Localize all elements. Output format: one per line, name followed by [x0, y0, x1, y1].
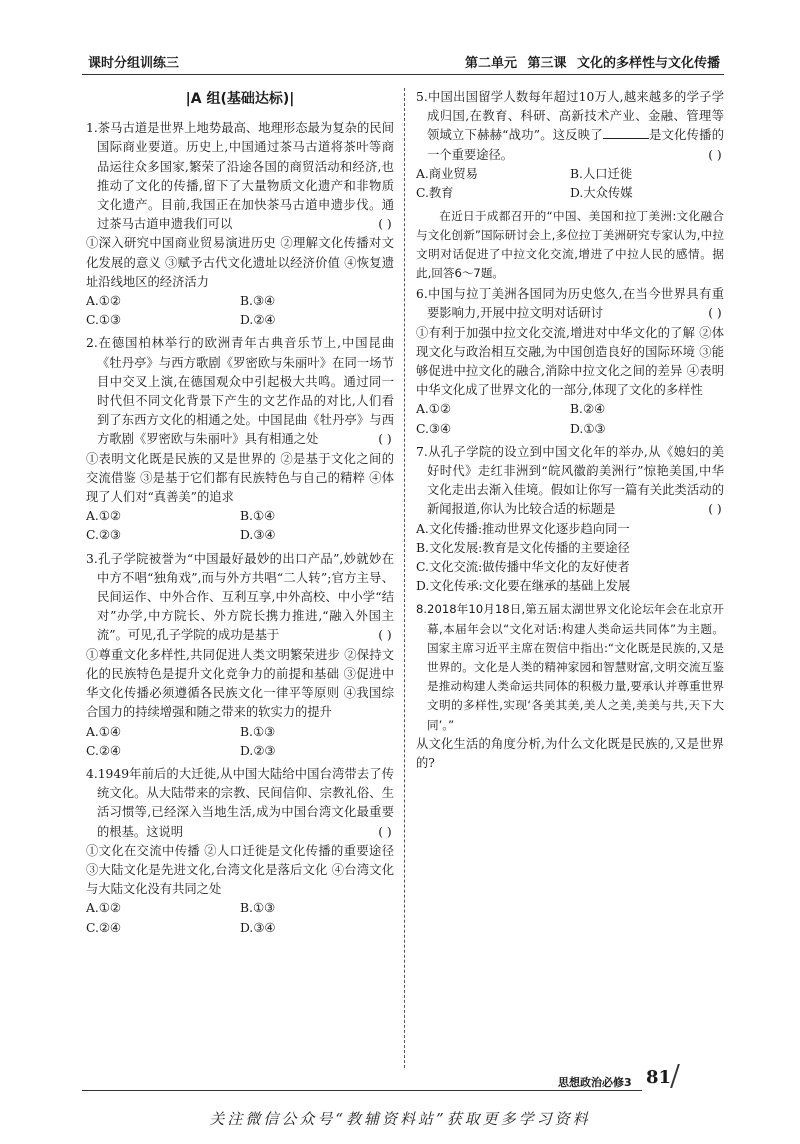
- option-c: C.①③: [86, 313, 121, 328]
- option-b: B.文化发展:教育是文化传播的主要途径: [416, 540, 630, 555]
- option-a: A.商业贸易: [416, 166, 478, 181]
- option-a: A.文化传播:推动世界文化逐步趋向同一: [416, 521, 630, 536]
- option-c: C.②④: [86, 920, 121, 935]
- question-8: [416, 600, 724, 773]
- option-a: A.①②: [86, 509, 121, 524]
- answer-paren: ( ): [378, 824, 392, 839]
- question-6: [416, 285, 724, 439]
- question-2: [86, 334, 394, 545]
- option-d: D.③④: [240, 528, 276, 543]
- question-stem: 7.从孔子学院的设立到中国文化年的举办,从《媳妇的美好时代》走红非洲到“皖风徽韵美洲行”惊艳美国,中华文化走出去渐入佳境。假如让你写一篇有关此类活动的新闻报道,你认为比较合适的标题是: [416, 444, 724, 517]
- question-stem: 5.中国出国留学人数每年超过10万人,越来越多的学子学成归国,在教育、科研、高新技术产业、金融、管理等领域立下赫赫“战功”。这反映了: [416, 90, 724, 143]
- bottom-watermark-note: 关注微信公众号“教辅资料站”获取更多学习资料: [209, 1110, 591, 1128]
- question-statements: ①表明文化既是民族的又是世界的 ②是基于文化之间的交流借鉴 ③是基于它们都有民族特色与自己的精粹 ④体现了人们对“真善美”的追求: [86, 451, 394, 505]
- question-stem: 6.中国与拉丁美洲各国同为历史悠久,在当今世界具有重要影响力,开展中拉文明对话研讨: [416, 287, 724, 321]
- question-statements: ①尊重文化多样性,共同促进人类文明繁荣进步 ②保持文化的民族特色是提升文化竞争力的前提和基础 ③促进中华文化传播必须遵循各民族文化一律平等原则 ④我国综合国力的持续增强和随之带来的软实力的提升: [86, 647, 394, 720]
- answer-paren: ( ): [708, 502, 722, 517]
- header-left-title: 课时分组训练三: [88, 56, 180, 71]
- question-stem: 1.茶马古道是世界上地势最高、地理形态最为复杂的民间国际商业要道。历史上,中国通过茶马古道将茶叶等商品运往众多国家,繁荣了沿途各国的商贸活动和经济,也推动了文化的传播,留下了大量物质文化遗产和非物质文化遗产。目前,我国正在加快茶马古道申遗步伐。通过茶马古道申遗我们可以: [86, 121, 394, 232]
- option-a: A.①②: [416, 402, 451, 417]
- option-a: A.①②: [86, 901, 121, 916]
- page-number: 81: [646, 1067, 672, 1088]
- question-4: [86, 765, 394, 938]
- option-d: D.②③: [240, 743, 276, 758]
- option-b: B.①③: [240, 901, 275, 916]
- answer-paren: ( ): [708, 147, 722, 162]
- group-title: |A 组(基础达标)|: [185, 91, 295, 107]
- option-d: D.大众传媒: [570, 186, 633, 201]
- header-rule: [82, 74, 724, 75]
- question-stem: 8.2018年10月18日,第五届太湖世界文化论坛年会在北京开幕,本届年会以“文化对话:构建人类命运共同体”为主题。国家主席习近平主席在贺信中指出:“文化既是民族的,又是世界的。文化是人类的精神家园和智慧财富,文明交流互鉴是推动构建人类命运共同体的积极力量,要承认并尊重世界文明的多样性,实现‘各美其美,美人之美,美美与共,天下大同’。”: [416, 602, 724, 732]
- question-statements: ①有利于加强中拉文化交流,增进对中华文化的了解 ②体现文化与政治相互交融,为中国创造良好的国际环境 ③能够促进中拉文化的融合,消除中拉文化之间的差异 ④表明中华文化成了世界文化的一部分,体现了文化的多样性: [416, 325, 724, 398]
- option-c: C.教育: [416, 186, 454, 201]
- option-d: D.③④: [240, 920, 276, 935]
- question-stem: 2.在德国柏林举行的欧洲青年古典音乐节上,中国昆曲《牡丹亭》与西方歌剧《罗密欧与朱丽叶》在同一场节目中交叉上演,在德国观众中引起极大共鸣。通过同一时代但不同文化背景下产生的文艺作品的对比,人们看到了东西方文化的相通之处。中国昆曲《牡丹亭》与西方歌剧《罗密欧与朱丽叶》具有相通之处: [86, 336, 394, 447]
- question-7: [416, 443, 724, 597]
- right-column: [416, 88, 724, 777]
- answer-paren: ( ): [378, 628, 392, 643]
- option-b: B.①③: [240, 724, 275, 739]
- option-a: A.①②: [86, 294, 121, 309]
- column-divider: [404, 88, 405, 1068]
- question-stem: 3.孔子学院被誉为“中国最好最妙的出口产品”,妙就妙在中方不唱“独角戏”,而与外方共唱“二人转”;官方主导、民间运作、中外合作、互利互享,中外高校、中小学“结对”办学,中方院长、外方院长携力推进,“融入外国主流”。可见,孔子学院的成功是基于: [86, 551, 394, 643]
- option-a: A.①④: [86, 724, 121, 739]
- question-stem-end: 是文化传播的一个重要途径。: [427, 128, 724, 162]
- option-d: D.②④: [240, 313, 276, 328]
- footer-rule: [82, 1090, 642, 1091]
- question-3: [86, 550, 394, 761]
- footer-subject: 思想政治必修3: [558, 1076, 632, 1089]
- footer-slash: [670, 1064, 680, 1088]
- option-b: B.③④: [240, 294, 275, 309]
- header-right-title: 第二单元 第三课 文化的多样性与文化传播: [464, 56, 720, 71]
- option-c: C.②④: [86, 743, 121, 758]
- option-d: D.文化传承:文化要在继承的基础上发展: [416, 579, 631, 594]
- answer-paren: ( ): [378, 217, 392, 232]
- left-column: [86, 88, 394, 942]
- reading-material: 在近日于成都召开的“中国、美国和拉丁美洲:文化融合与文化创新”国际研讨会上,多位拉丁美洲研究专家认为,中拉文明对话促进了中拉文化交流,增进了中拉人民的感情。据此,回答6～7题。: [416, 209, 724, 281]
- option-b: B.①④: [240, 509, 275, 524]
- question-5: [416, 88, 724, 203]
- option-c: C.③④: [416, 421, 451, 436]
- answer-paren: ( ): [378, 432, 392, 447]
- option-c: C.文化交流:做传播中华文化的友好使者: [416, 560, 630, 575]
- option-d: D.①③: [570, 421, 606, 436]
- fill-blank[interactable]: [603, 126, 649, 139]
- question-statements: ①深入研究中国商业贸易演进历史 ②理解文化传播对文化发展的意义 ③赋予古代文化遗址以经济价值 ④恢复遗址沿线地区的经济活力: [86, 236, 394, 289]
- option-b: B.②④: [570, 402, 605, 417]
- answer-paren: ( ): [708, 306, 722, 321]
- option-b: B.人口迁徙: [570, 166, 633, 181]
- question-1: [86, 119, 394, 330]
- question-stem: 4.1949年前后的大迁徙,从中国大陆给中国台湾带去了传统文化。从大陆带来的宗教、民间信仰、宗教礼俗、生活习惯等,已经深入当地生活,成为中国台湾文化最重要的根基。这说明: [86, 766, 394, 839]
- option-c: C.②③: [86, 528, 121, 543]
- question-prompt: 从文化生活的角度分析,为什么文化既是民族的,又是世界的?: [416, 736, 724, 771]
- question-statements: ①文化在交流中传播 ②人口迁徙是文化传播的重要途径 ③大陆文化是先进文化,台湾文化是落后文化 ④台湾文化与大陆文化没有共同之处: [86, 843, 394, 897]
